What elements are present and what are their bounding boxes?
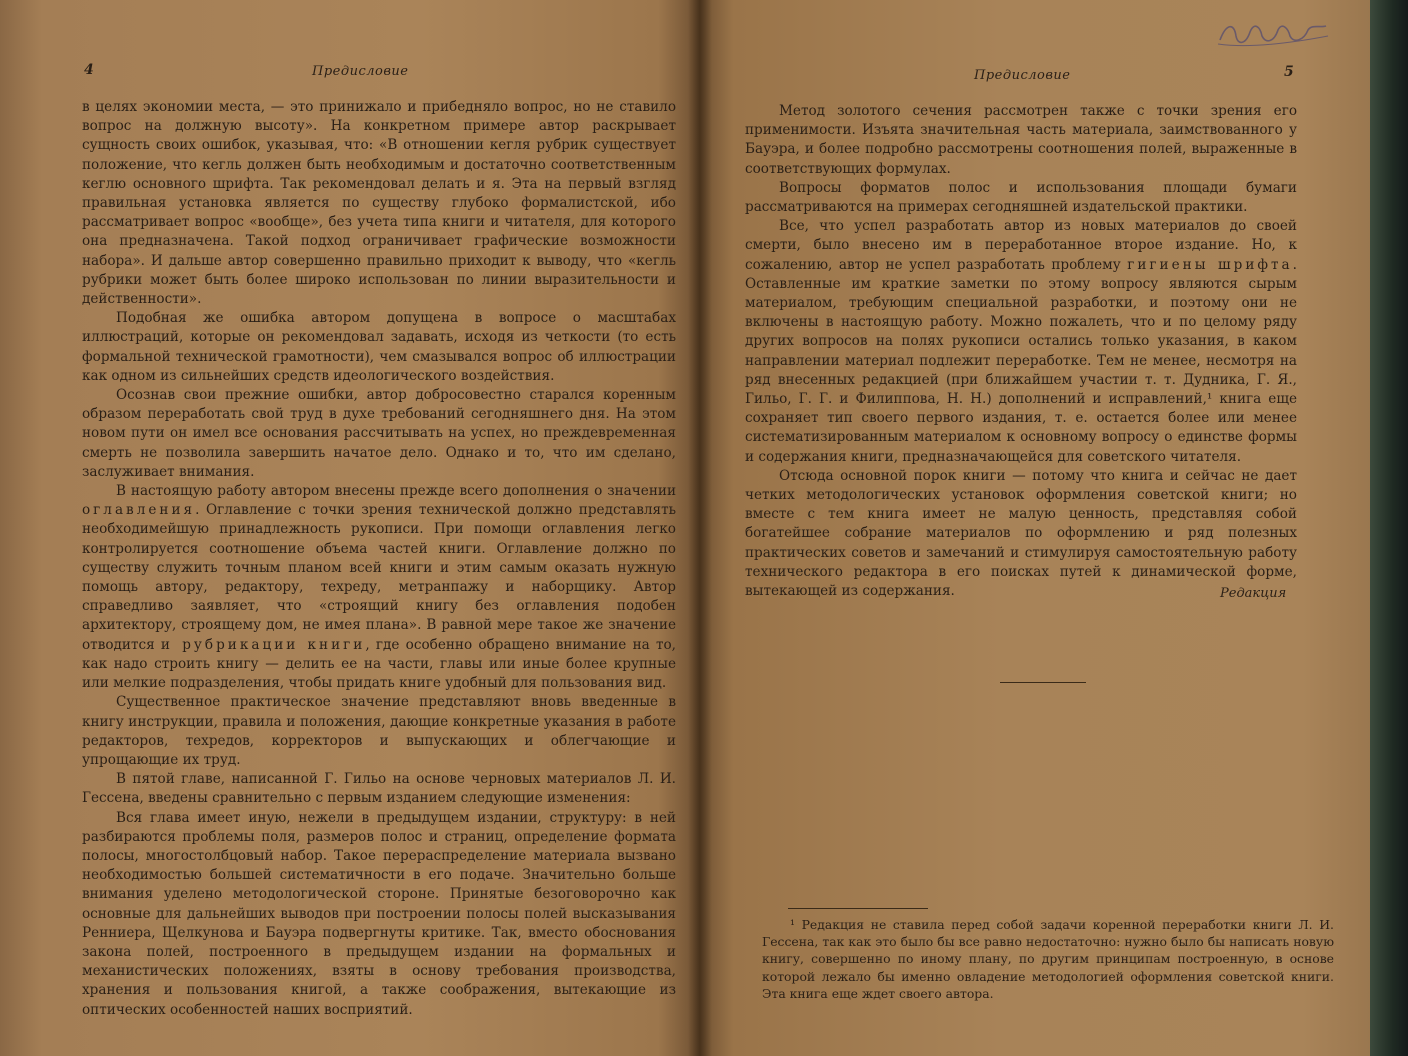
paragraph-text: В настоящую работу автором внесены прежде всего дополнения о значении <box>116 483 676 500</box>
book-gutter <box>688 0 712 1056</box>
spaced-term: гигиены шрифта <box>1127 256 1293 273</box>
left-text-column <box>82 98 676 1020</box>
page-number-right: 5 <box>1284 64 1294 80</box>
right-page <box>700 0 1370 1056</box>
paragraph: В пятой главе, написанной Г. Гильо на основе черновых материалов Л. И. Гессена, введены сравнительно с первым изданием следующие изменения: <box>82 771 676 807</box>
footnote <box>762 916 1334 1002</box>
paragraph-text: . Оставленные им краткие заметки по этому вопросу являются сырым материалом, требующим специальной разработки, и поэтому они не включены в настоящую работу. Можно пожалеть, что и по целому ряду других вопросов на полях рукописи остались только указания, в каком направлении материал подлежит переработке. Тем не менее, несмотря на ряд внесенных редакцией (при ближайшем участии т. т. Дудника, Г. Я., Гильо, Г. Г. и Филиппова, Н. Н.) дополнений и исправлений,¹ книга еще сохраняет тип своего первого издания, т. е. остается более или менее систематизированным материалом к основному вопросу о единстве формы и содержания книги, предназначающейся для советского читателя. <box>745 256 1297 465</box>
running-header-left: Предисловие <box>312 64 409 79</box>
paragraph: Осознав свои прежние ошибки, автор добросовестно старался коренным образом переработать свой труд в духе требований сегодняшнего дня. На этом новом пути он имел все основания рассчитывать на успех, но преждевременная смерть не позволила завершить начатое дело. Однако и то, что им сделано, заслуживает внимания. <box>82 387 676 480</box>
footnote-divider <box>788 908 928 909</box>
spaced-term: оглавления <box>82 502 196 519</box>
paragraph: Вопросы форматов полос и использования площади бумаги рассматриваются на примерах сегодняшней издательской практики. <box>745 179 1297 216</box>
paragraph: в целях экономии места, — это принижало и прибедняло вопрос, но не ставило вопрос на должную высоту». На конкретном примере автор раскрывает сущность своих ошибок, указывая, что: «В отношении кегля рубрик существует положение, что кегль должен быть необходимым и достаточно соответственным кеглю основного шрифта. Так рекомендовал делать и я. Эта на первый взгляд правильная установка является по существу глубоко формалистской, ибо рассматривает вопрос «вообще», без учета типа книги и читателя, для которого она предназначена. Такой подход ограничивает графические возможности набора». И дальше автор совершенно правильно приходит к выводу, что «кегль рубрики может быть более широко использован по линии выразительности и действенности». <box>82 99 676 308</box>
paragraph: Вся глава имеет иную, нежели в предыдущем издании, структуру: в ней разбираются проблемы поля, размеров полос и страниц, определение формата полосы, многостолбцовый набор. Такое перераспределение материала вызвано необходимостью большей систематичности в его подаче. Значительно больше внимания уделено методологической стороне. Принятые безоговорочно как основные для дальнейших выводов при построении полосы полей высказывания Ренниера, Щелкунова и Бауэра подвергнуты критике. Так, вместо обоснования закона полей, построенного в предыдущем издании на формальных и механистических положениях, взяты в основу требования производства, хранения и пользования книгой, а также соображения, вытекающие из оптических особенностей наших восприятий. <box>82 809 676 1018</box>
paragraph: Отсюда основной порок книги — потому что книга и сейчас не дает четких методологических установок оформления советской книги; но вместе с тем книга имеет не малую ценность, представляя собой богатейшее собрание материалов по оформлению и ряд полезных практических советов и замечаний и стимулируя самостоятельную работу технического редактора в его поисках путей к динамической форме, вытекающей из содержания. <box>745 467 1297 600</box>
handwritten-note <box>1216 14 1336 58</box>
paragraph-text: . Оглавление с точки зрения технической должно представлять необходимейшую принадлежность рукописи. При помощи оглавления легко контролируется соотношение объема частей книги. Оглавление должно по существу служить точным планом всей книги и этим самым оказать нужную помощь автору, редактору, техреду, метранпажу и наборщику. Автор справедливо заявляет, что «строящий книгу без оглавления подобен архитектору, строящему дом, не имея плана». В равной мере такое же значение отводится <box>82 502 676 653</box>
paragraph: Существенное практическое значение представляют вновь введенные в книгу инструкции, правила и положения, дающие конкретные указания в работе редакторов, техредов, корректоров и выпускающих и облегчающие и упрощающие их труд. <box>82 694 676 768</box>
right-text-column <box>745 102 1297 601</box>
left-page <box>0 0 700 1056</box>
spaced-term: и рубрикации книги <box>160 636 366 653</box>
paragraph <box>745 217 1297 467</box>
paragraph-text: , где особенно обращено внимание на то, как надо строить книгу — делить ее на части, главы или иные более крупные или мелкие подразделения, чтобы придать книге удобный для пользования вид. <box>82 636 676 692</box>
paragraph: Подобная же ошибка автором допущена в вопросе о масштабах иллюстраций, которые он рекомендовал задавать, исходя из четкости (то есть формальной технической грамотности), чем смазывался вопрос об иллюстрации как одном из сильнейших средств идеологического воздействия. <box>82 310 676 384</box>
running-header-right: Предисловие <box>974 68 1071 83</box>
page-number-left: 4 <box>84 62 94 78</box>
signature-editorial: Редакция <box>1220 586 1287 601</box>
paragraph: Метод золотого сечения рассмотрен также с точки зрения его применимости. Изъята значительная часть материала, заимствованного у Бауэра, и более подробно рассмотрены соотношения полей, выраженные в соответствующих формулах. <box>745 103 1297 177</box>
footnote-text: ¹ Редакция не ставила перед собой задачи коренной переработки книги Л. И. Гессена, так как это было бы все равно недостаточно: нужно было бы написать новую книгу, совершенно по иному плану, по другим принципам построенную, в основе которой лежало бы именно овладение методологией оформления советской книги. Эта книга еще ждет своего автора. <box>762 917 1334 1001</box>
paragraph <box>82 482 676 693</box>
section-divider <box>1000 682 1086 683</box>
book-cover-edge <box>1370 0 1408 1056</box>
paragraph-text: Все, что успел разработать автор из новых материалов до своей смерти, было внесено им в переработанное второе издание. Но, к сожалению, автор не успел разработать проблему <box>745 218 1297 273</box>
